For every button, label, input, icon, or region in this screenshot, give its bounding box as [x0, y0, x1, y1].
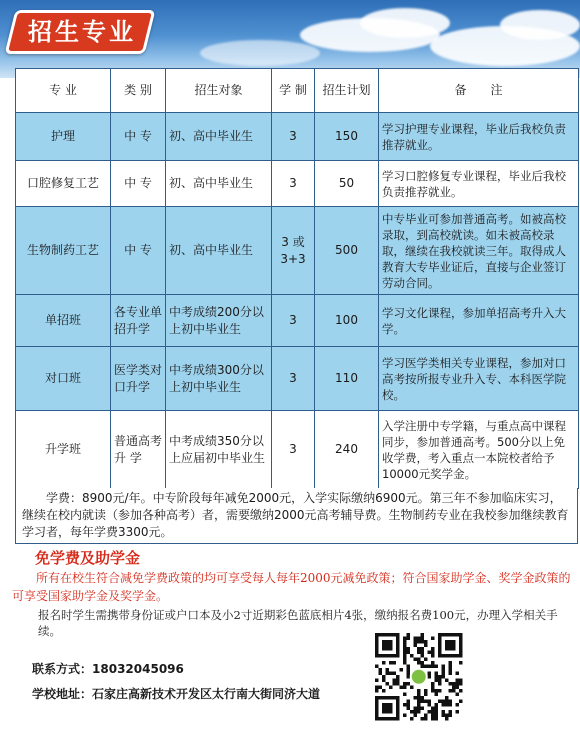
category-cell: 中 专: [111, 161, 166, 207]
category-cell: 普通高考升 学: [111, 411, 166, 489]
major-cell: 口腔修复工艺: [16, 161, 111, 207]
plan-cell: 150: [315, 113, 379, 161]
contact-label: 联系方式：: [32, 662, 93, 676]
aid-title: 免学费及助学金: [35, 549, 141, 567]
note-cell: 学习护理专业课程，毕业后我校负责推荐就业。: [379, 113, 579, 161]
note-cell: 中专毕业可参加普通高考。如被高校录取，到高校就读。如未被高校录取，继续在我校就读三年。取得成人教育大专毕业证后，直接与企业签订劳动合同。: [379, 207, 579, 295]
registration-note: 报名时学生需携带身份证或户口本及小2寸近期彩色蓝底相片4张，缴纳报名费100元，办理入学相关手续。: [38, 608, 558, 638]
major-cell: 对口班: [16, 347, 111, 411]
note-cell: 入学注册中专学籍，与重点高中课程同步，参加普通高考。500分以上免收学费，考入重点一本院校者给予10000元奖学金。: [379, 411, 579, 489]
note-cell: 学习口腔修复专业课程，毕业后我校负责推荐就业。: [379, 161, 579, 207]
plan-cell: 240: [315, 411, 379, 489]
column-header: 招生计划: [315, 69, 379, 113]
contact-phone[interactable]: 18032045096: [92, 662, 184, 676]
duration-cell: 3: [272, 113, 315, 161]
category-cell: 中 专: [111, 113, 166, 161]
aid-text: 所有在校生符合减免学费政策的均可享受每人每年2000元减免政策；符合国家助学金、奖学金政策的可享受国家助学金及奖学金。: [12, 571, 571, 603]
column-header: 学 制: [272, 69, 315, 113]
duration-cell: 3 或 3+3: [272, 207, 315, 295]
page-title: 招生专业: [28, 18, 136, 46]
table-row: [16, 411, 579, 489]
qr-code-image: [374, 632, 464, 724]
duration-cell: 3: [272, 295, 315, 347]
note-cell: 学习文化课程，参加单招高考升入大学。: [379, 295, 579, 347]
duration-cell: 3: [272, 161, 315, 207]
table-row: [16, 207, 579, 295]
column-header: 专 业: [16, 69, 111, 113]
target-cell: 初、高中毕业生: [166, 161, 272, 207]
target-cell: 中考成绩300分以上初中毕业生: [166, 347, 272, 411]
tuition-fee-text: 学费：8900元/年。中专阶段每年减免2000元，入学实际缴纳6900元。第三年不参加临床实习，继续在校内就读（参加各种高考）者，需要缴纳2000元高考辅导费。生物制药专业在我校参加继续教育学习者，每年学费3300元。: [15, 488, 578, 544]
plan-cell: 110: [315, 347, 379, 411]
contact-line: [32, 661, 184, 677]
address-label: 学校地址：: [32, 687, 93, 701]
table-header-row: [16, 69, 579, 113]
table-row: [16, 113, 579, 161]
target-cell: 初、高中毕业生: [166, 207, 272, 295]
column-header: 类 别: [111, 69, 166, 113]
table-row: [16, 295, 579, 347]
note-cell: 学习医学类相关专业课程，参加对口高考按所报专业升入专、本科医学院校。: [379, 347, 579, 411]
qr-code-icon: [374, 632, 464, 724]
majors-table: [15, 68, 579, 489]
plan-cell: 500: [315, 207, 379, 295]
target-cell: 中考成绩350分以上应届初中毕业生: [166, 411, 272, 489]
target-cell: 初、高中毕业生: [166, 113, 272, 161]
category-cell: 医学类对口升学: [111, 347, 166, 411]
duration-cell: 3: [272, 347, 315, 411]
major-cell: 护理: [16, 113, 111, 161]
target-cell: 中考成绩200分以上初中毕业生: [166, 295, 272, 347]
table-row: [16, 161, 579, 207]
category-cell: 各专业单招升学: [111, 295, 166, 347]
column-header: 招生对象: [166, 69, 272, 113]
major-cell: 升学班: [16, 411, 111, 489]
table-row: [16, 347, 579, 411]
plan-cell: 50: [315, 161, 379, 207]
address-value: 石家庄高新技术开发区太行南大街同济大道: [92, 687, 321, 701]
column-header: 备 注: [379, 69, 579, 113]
address-line: [32, 686, 320, 702]
category-cell: 中 专: [111, 207, 166, 295]
plan-cell: 100: [315, 295, 379, 347]
major-cell: 生物制药工艺: [16, 207, 111, 295]
major-cell: 单招班: [16, 295, 111, 347]
duration-cell: 3: [272, 411, 315, 489]
